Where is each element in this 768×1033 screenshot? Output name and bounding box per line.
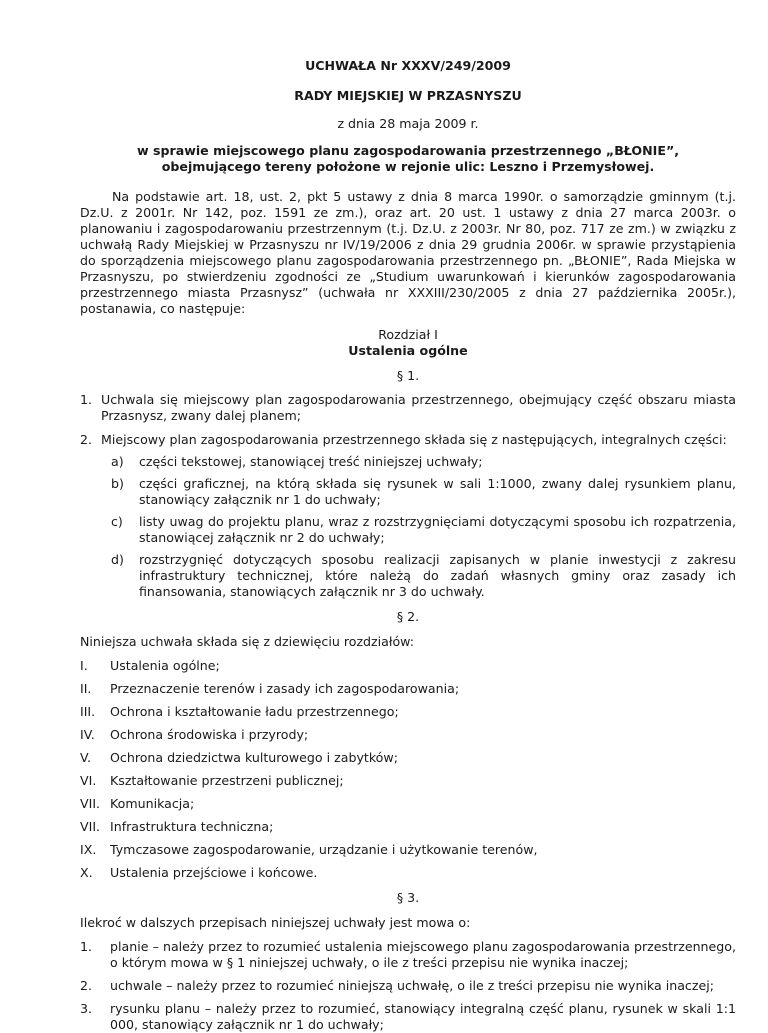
chapter-list-text: Przeznaczenie terenów i zasady ich zagospodarowania; (110, 681, 460, 696)
chapter-list-item (80, 773, 736, 789)
resolution-title: UCHWAŁA Nr XXXV/249/2009 (305, 58, 511, 73)
definition-item (80, 978, 736, 994)
chapter-list (80, 658, 736, 881)
chapter-list-item (80, 865, 736, 881)
list-item (80, 432, 736, 600)
roman-numeral: III. (80, 704, 96, 719)
chapter-list-text: Ochrona dziedzictwa kulturowego i zabytków; (110, 750, 398, 765)
item-text: Miejscowy plan zagospodarowania przestrzennego składa się z następujących, integralnych części: (101, 432, 727, 447)
roman-numeral: IV. (80, 727, 95, 742)
roman-numeral: VII. (80, 819, 101, 834)
section-mark-1: § 1. (396, 368, 420, 383)
chapter-list-item (80, 681, 736, 697)
chapter-list-item (80, 819, 736, 835)
chapter-list-text: Tymczasowe zagospodarowanie, urządzanie i użytkowanie terenów, (110, 842, 538, 857)
roman-numeral: X. (80, 865, 93, 880)
definition-text: rysunku planu – należy przez to rozumieć, stanowiący integralną część planu, rysunek w skali 1:1 000, stanowiący załącznik nr 1 do uchwały; (110, 1001, 736, 1032)
sub-item-letter: a) (111, 454, 124, 469)
section-mark-2: § 2. (396, 609, 420, 624)
sub-item-letter: d) (111, 552, 124, 567)
chapter-list-text: Komunikacja; (110, 796, 195, 811)
section-2-intro: Niniejsza uchwała składa się z dziewięciu rozdziałów: (80, 634, 415, 649)
definition-text: uchwale – należy przez to rozumieć niniejszą uchwałę, o ile z treści przepisu nie wynika inaczej; (110, 978, 714, 993)
definition-item (80, 1001, 736, 1033)
section-3-intro: Ilekroć w dalszych przepisach niniejszej uchwały jest mowa o: (80, 915, 471, 930)
chapter-list-item (80, 658, 736, 674)
council-name: RADY MIEJSKIEJ W PRZASNYSZU (294, 88, 522, 103)
chapter-list-item (80, 750, 736, 766)
definition-item (80, 939, 736, 971)
sub-list-item (101, 454, 736, 470)
roman-numeral: I. (80, 658, 88, 673)
sub-list-item (101, 476, 736, 508)
item-number: 2. (80, 978, 93, 993)
chapter-list-text: Ustalenia ogólne; (110, 658, 220, 673)
sub-item-letter: c) (111, 514, 123, 529)
preamble: Na podstawie art. 18, ust. 2, pkt 5 ustawy z dnia 8 marca 1990r. o samorządzie gminnym (t.j. Dz.U. z 2001r. Nr 142, poz. 1591 ze zm.), oraz art. 20 ust. 1 ustawy z dnia 27 marca 2003r. o planowaniu i zagospodarowaniu przestrzennym (t.j. Dz.U. z 2003r. Nr 80, poz. 717 ze zm.) w związku z uchwałą Rady Miejskiej w Przasnyszu nr IV/19/2006 z dnia 29 grudnia 2006r. w sprawie przystąpienia do sporządzenia miejscowego planu zagospodarowania przestrzennego pn. „BŁONIE”, Rada Miejska w Przasnyszu, po stwierdzeniu zgodności ze „Studium uwarunkowań i kierunków zagospodarowania przestrzennego miasta Przasnysz” (uchwała nr XXXIII/230/2005 z dnia 27 października 2005r.), postanawia, co następuje: (80, 189, 736, 316)
section-mark-3: § 3. (396, 890, 420, 905)
section-1-list (80, 392, 736, 600)
definitions-list (80, 939, 736, 1033)
item-number: 1. (80, 939, 93, 954)
sub-item-text: części tekstowej, stanowiącej treść niniejszej uchwały; (139, 454, 483, 469)
roman-numeral: II. (80, 681, 92, 696)
item-number: 3. (80, 1001, 93, 1016)
chapter-label: Rozdział I (378, 327, 438, 342)
chapter-list-item (80, 796, 736, 812)
sub-item-text: listy uwag do projektu planu, wraz z rozstrzygnięciami dotyczącymi sposobu ich rozpatrzenia, stanowiącej załącznik nr 2 do uchwały; (139, 514, 736, 545)
resolution-subject: w sprawie miejscowego planu zagospodarowania przestrzennego „BŁONIE”, obejmującego tereny położone w rejonie ulic: Leszno i Przemysłowej. (136, 143, 680, 174)
roman-numeral: VI. (80, 773, 97, 788)
sub-item-text: części graficznej, na którą składa się rysunek w sali 1:1000, zwany dalej rysunkiem planu, stanowiący załącznik nr 1 do uchwały; (139, 476, 736, 507)
chapter-list-item (80, 704, 736, 720)
chapter-list-text: Kształtowanie przestrzeni publicznej; (110, 773, 344, 788)
sub-list-item (101, 552, 736, 600)
roman-numeral: VII. (80, 796, 101, 811)
chapter-list-text: Ustalenia przejściowe i końcowe. (110, 865, 318, 880)
sub-list (101, 454, 736, 600)
roman-numeral: V. (80, 750, 91, 765)
chapter-list-item (80, 842, 736, 858)
chapter-list-text: Infrastruktura techniczna; (110, 819, 274, 834)
chapter-title: Ustalenia ogólne (348, 343, 468, 358)
sub-item-letter: b) (111, 476, 124, 491)
definition-text: planie – należy przez to rozumieć ustalenia miejscowego planu zagospodarowania przestrzennego, o którym mowa w § 1 niniejszej uchwały, o ile z treści przepisu nie wynika inaczej; (110, 939, 736, 970)
chapter-list-text: Ochrona środowiska i przyrody; (110, 727, 309, 742)
item-text: Uchwala się miejscowy plan zagospodarowania przestrzennego, obejmujący część obszaru miasta Przasnysz, zwany dalej planem; (101, 392, 736, 423)
item-number: 1. (80, 392, 93, 407)
chapter-list-text: Ochrona i kształtowanie ładu przestrzennego; (110, 704, 399, 719)
item-number: 2. (80, 432, 93, 447)
resolution-date: z dnia 28 maja 2009 r. (337, 116, 479, 131)
sub-item-text: rozstrzygnięć dotyczących sposobu realizacji zapisanych w planie inwestycji z zakresu infrastruktury technicznej, które należą do zadań własnych gminy oraz zasady ich finansowania, stanowiących załącznik nr 3 do uchwały. (139, 552, 736, 599)
list-item (80, 392, 736, 424)
chapter-list-item (80, 727, 736, 743)
roman-numeral: IX. (80, 842, 97, 857)
sub-list-item (101, 514, 736, 546)
